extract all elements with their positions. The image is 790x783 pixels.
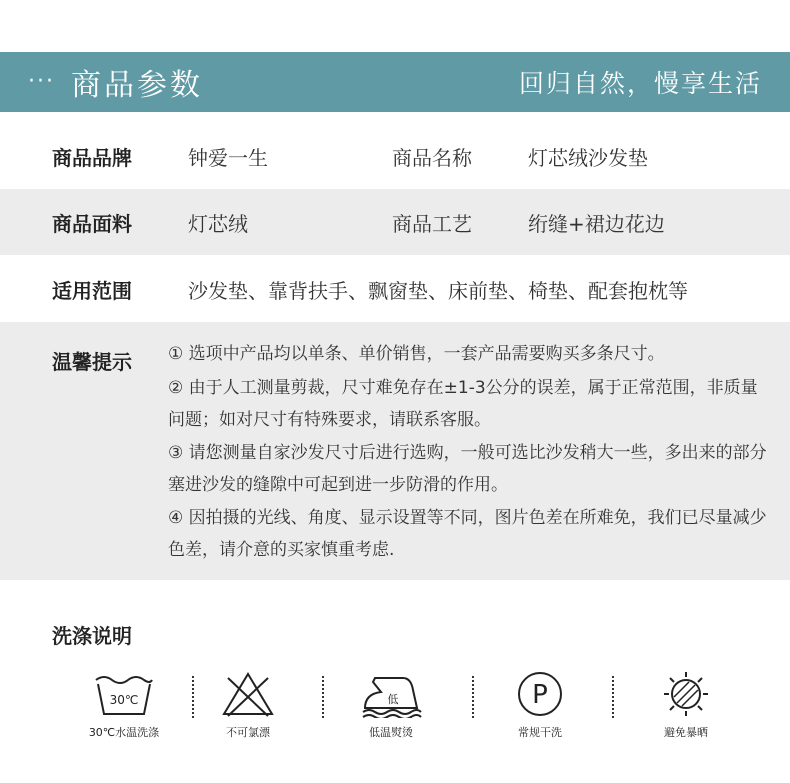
tip-item: ② 由于人工测量剪裁，尺寸难免存在±1-3公分的误差，属于正常范围，非质量问题；如对尺寸有特殊要求，请联系客服。 [168, 378, 758, 430]
separator [192, 676, 194, 718]
banner-left [28, 60, 203, 104]
param-row-brand [0, 124, 790, 188]
dry-clean-icon [508, 670, 572, 740]
brand-value: 钟爱一生 [188, 145, 268, 170]
name-label: 商品名称 [392, 145, 472, 170]
tips-label: 温馨提示 [52, 350, 132, 374]
param-row-fabric [0, 189, 790, 255]
separator [612, 676, 614, 718]
tip-item: ① 选项中产品均以单条、单价销售，一套产品需要购买多条尺寸。 [168, 344, 665, 364]
wash-30-caption: 30℃水温洗涤 [88, 726, 160, 739]
dots-icon: ··· [28, 69, 55, 94]
fabric-label: 商品面料 [52, 211, 132, 236]
no-bleach-caption: 不可氯漂 [226, 726, 270, 739]
low-iron-caption: 低温熨烫 [369, 726, 413, 739]
tip-item: ④ 因拍摄的光线、角度、显示设置等不同，图片色差在所难免，我们已尽量减少色差，请介意的买家慎重考虑. [168, 508, 767, 560]
craft-value: 绗缝+裙边花边 [528, 211, 665, 236]
svg-text:30℃: 30℃ [109, 693, 139, 707]
wash-title: 洗涤说明 [52, 624, 132, 648]
low-iron-icon [356, 670, 426, 740]
separator [472, 676, 474, 718]
section-banner [0, 52, 790, 112]
wash-30-icon [82, 670, 166, 740]
param-row-scope [0, 256, 790, 322]
fabric-value: 灯芯绒 [188, 211, 248, 236]
no-bleach-icon [218, 670, 278, 740]
scope-label: 适用范围 [52, 278, 132, 303]
no-sun-icon [654, 670, 718, 740]
tip-item: ③ 请您测量自家沙发尺寸后进行选购，一般可选比沙发稍大一些，多出来的部分塞进沙发的缝隙中可起到进一步防滑的作用。 [168, 443, 767, 495]
dry-clean-caption: 常规干洗 [518, 726, 562, 739]
brand-label: 商品品牌 [52, 145, 132, 170]
svg-text:低: 低 [387, 693, 399, 706]
section-title: 商品参数 [70, 68, 203, 103]
slogan: 回归自然，慢享生活 [518, 69, 762, 98]
scope-value: 沙发垫、靠背扶手、飘窗垫、床前垫、椅垫、配套抱枕等 [188, 278, 688, 303]
svg-text:P: P [532, 680, 548, 710]
separator [322, 676, 324, 718]
no-sun-caption: 避免暴晒 [664, 726, 708, 739]
craft-label: 商品工艺 [392, 211, 472, 236]
tips-section [0, 322, 790, 580]
name-value: 灯芯绒沙发垫 [528, 145, 648, 170]
